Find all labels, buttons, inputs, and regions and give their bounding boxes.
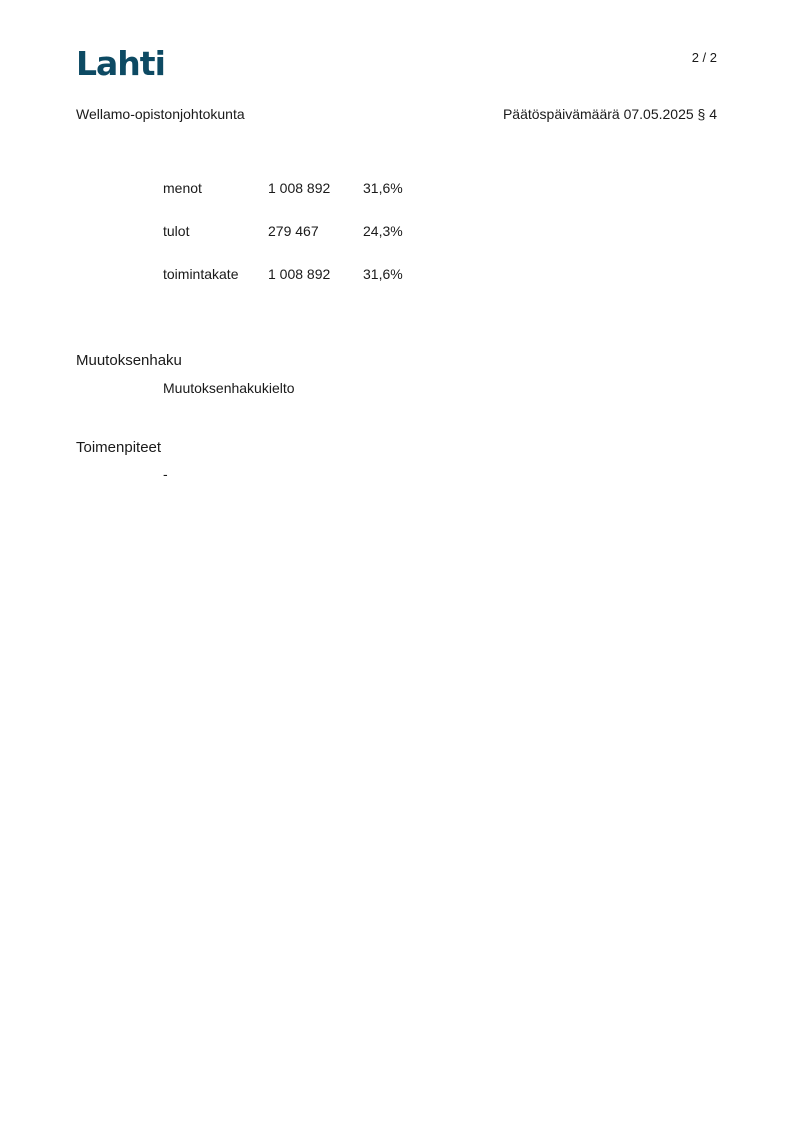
lahti-logo: Lahti: [76, 44, 165, 83]
budget-percent: 31,6%: [363, 180, 403, 196]
budget-percent: 24,3%: [363, 223, 403, 239]
budget-amount: 1 008 892: [268, 180, 331, 196]
budget-label: toimintakate: [163, 266, 239, 282]
page-number: 2 / 2: [691, 50, 717, 65]
actions-heading: Toimenpiteet: [76, 439, 162, 456]
budget-amount: 279 467: [268, 223, 319, 239]
budget-label: menot: [163, 180, 202, 196]
appeal-text: Muutoksenhakukielto: [163, 380, 295, 396]
actions-text: -: [163, 466, 168, 482]
budget-percent: 31,6%: [363, 266, 403, 282]
appeal-heading: Muutoksenhaku: [76, 352, 182, 369]
budget-amount: 1 008 892: [268, 266, 331, 282]
organization-name: Wellamo-opistonjohtokunta: [76, 106, 245, 122]
budget-label: tulot: [163, 223, 190, 239]
decision-date: Päätöspäivämäärä 07.05.2025 § 4: [502, 106, 717, 122]
